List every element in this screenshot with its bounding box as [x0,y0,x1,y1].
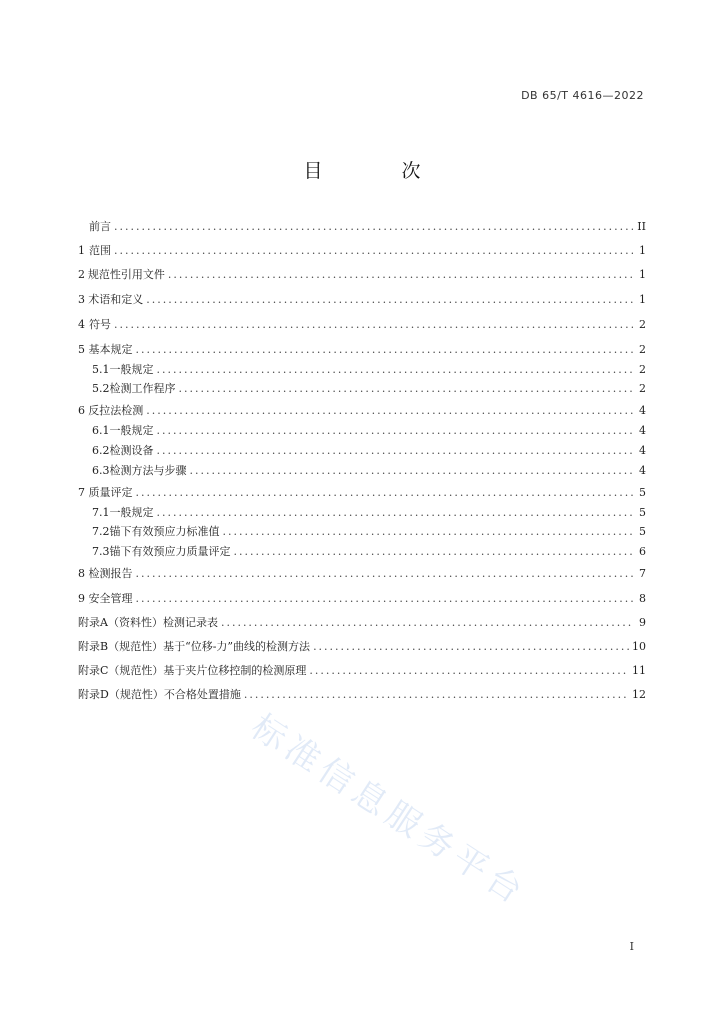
toc-entry-label: 范围 [88,244,111,257]
toc-entry-label: 术语和定义 [88,293,144,306]
dot-leader [146,404,633,417]
toc-entry-number: 附录C（规范性） [78,664,164,677]
toc-entry-number: 7.2 [92,525,110,538]
toc-entry[interactable] [78,484,646,504]
toc-entry[interactable] [78,614,646,634]
toc-entry-label: 一般规定 [109,506,154,519]
toc-entry-page: 5 [639,506,646,519]
toc-entry-page: II [637,220,646,233]
dot-leader [234,545,634,558]
toc-entry-number: 3 [78,293,85,306]
toc-entry-number: 7 [78,486,85,499]
toc-entry-page: 10 [632,640,646,653]
dot-leader [146,293,633,306]
toc-entry-page: 2 [639,363,646,376]
toc-entry-page: 4 [639,424,646,437]
toc-entry[interactable] [78,638,646,658]
toc-entry-page: 1 [639,268,646,281]
dot-leader [309,664,629,677]
toc-entry[interactable] [92,361,646,381]
toc-entry[interactable] [92,380,646,400]
toc-entry[interactable] [92,543,646,563]
dot-leader [157,424,634,437]
toc-entry-number: 6 [78,404,85,417]
dot-leader [136,567,633,580]
dot-leader [157,363,634,376]
toc-entry-label: 检测工作程序 [109,382,176,395]
toc-entry-label: 基于“位移-力”曲线的检测方法 [163,640,311,653]
toc-entry-page: 4 [639,444,646,457]
toc-entry-page: 5 [639,486,646,499]
toc-entry[interactable] [78,242,646,262]
dot-leader [136,343,633,356]
toc-entry-label: 锚下有效预应力质量评定 [109,545,231,558]
dot-leader [114,244,633,257]
toc-entry-number: 5.2 [92,382,110,395]
toc-entry-number: 9 [78,592,85,605]
toc-entry-number: 6.1 [92,424,110,437]
toc-entry-number: 附录D（规范性） [78,688,164,701]
page-title: 目 次 [303,160,451,182]
dot-leader [168,268,633,281]
toc-entry-label: 基本规定 [88,343,133,356]
dot-leader [179,382,634,395]
toc-entry-number: 4 [78,318,85,331]
toc-entry-number: 5.1 [92,363,110,376]
toc-entry[interactable] [78,402,646,422]
toc-entry-page: 1 [639,244,646,257]
dot-leader [244,688,629,701]
toc-entry-number: 5 [78,343,85,356]
toc-entry-label: 一般规定 [109,424,154,437]
toc-entry[interactable] [78,218,646,238]
dot-leader [157,506,634,519]
toc-entry-number: 附录A（资料性） [78,616,163,629]
toc-entry-number: 6.3 [92,464,110,477]
toc-entry-number: 8 [78,567,85,580]
dot-leader [223,525,634,538]
toc-entry[interactable] [78,266,646,286]
toc-entry-page: 6 [639,545,646,558]
toc-entry[interactable] [92,462,646,482]
watermark: 标准信息服务平台 [243,706,535,915]
dot-leader [136,486,633,499]
toc-entry[interactable] [78,662,646,682]
toc-entry-label: 反拉法检测 [88,404,144,417]
toc-entry-page: 9 [639,616,646,629]
toc-entry-label: 不合格处置措施 [163,688,241,701]
toc-entry-page: 8 [639,592,646,605]
standard-code: DB 65/T 4616—2022 [521,89,644,102]
toc-entry-page: 11 [632,664,646,677]
dot-leader [114,318,633,331]
toc-entry-page: 2 [639,382,646,395]
toc-entry-label: 安全管理 [88,592,133,605]
toc-entry-number: 1 [78,244,85,257]
toc-entry-page: 1 [639,293,646,306]
dot-leader [157,444,634,457]
toc-entry-number: 2 [78,268,85,281]
dot-leader [114,220,633,233]
toc-entry-page: 4 [639,404,646,417]
page-number: I [629,940,634,953]
toc-entry-page: 2 [639,318,646,331]
toc-entry-label: 质量评定 [88,486,133,499]
toc-entry[interactable] [92,442,646,462]
toc-entry-label: 检测报告 [88,567,133,580]
toc-entry-number: 7.3 [92,545,110,558]
toc-entry-number: 附录B（规范性） [78,640,164,653]
toc-entry-label: 检测方法与步骤 [109,464,187,477]
toc-entry-label: 规范性引用文件 [87,268,165,281]
toc-entry-label: 检测记录表 [162,616,218,629]
toc-entry[interactable] [78,686,646,706]
toc-entry-page: 7 [639,567,646,580]
toc-entry[interactable] [78,341,646,361]
toc-entry-number: 6.2 [92,444,110,457]
toc-entry-label: 一般规定 [109,363,154,376]
toc-entry-page: 2 [639,343,646,356]
toc-entry[interactable] [92,422,646,442]
dot-leader [136,592,633,605]
dot-leader [190,464,634,477]
toc-entry[interactable] [92,523,646,543]
toc-entry-label: 前言 [88,220,111,233]
toc-entry-page: 12 [632,688,646,701]
toc-entry-label: 基于夹片位移控制的检测原理 [163,664,307,677]
toc-entry[interactable] [92,504,646,524]
toc-entry-label: 检测设备 [109,444,154,457]
toc-entry[interactable] [78,590,646,610]
dot-leader [313,640,629,653]
toc-entry[interactable] [78,291,646,311]
toc-entry-label: 符号 [88,318,111,331]
toc-entry-label: 锚下有效预应力标准值 [109,525,220,538]
toc-entry-page: 4 [639,464,646,477]
toc-entry-page: 5 [639,525,646,538]
toc-entry-number: 7.1 [92,506,110,519]
dot-leader [221,616,633,629]
toc-entry[interactable] [78,565,646,585]
toc-entry[interactable] [78,316,646,336]
